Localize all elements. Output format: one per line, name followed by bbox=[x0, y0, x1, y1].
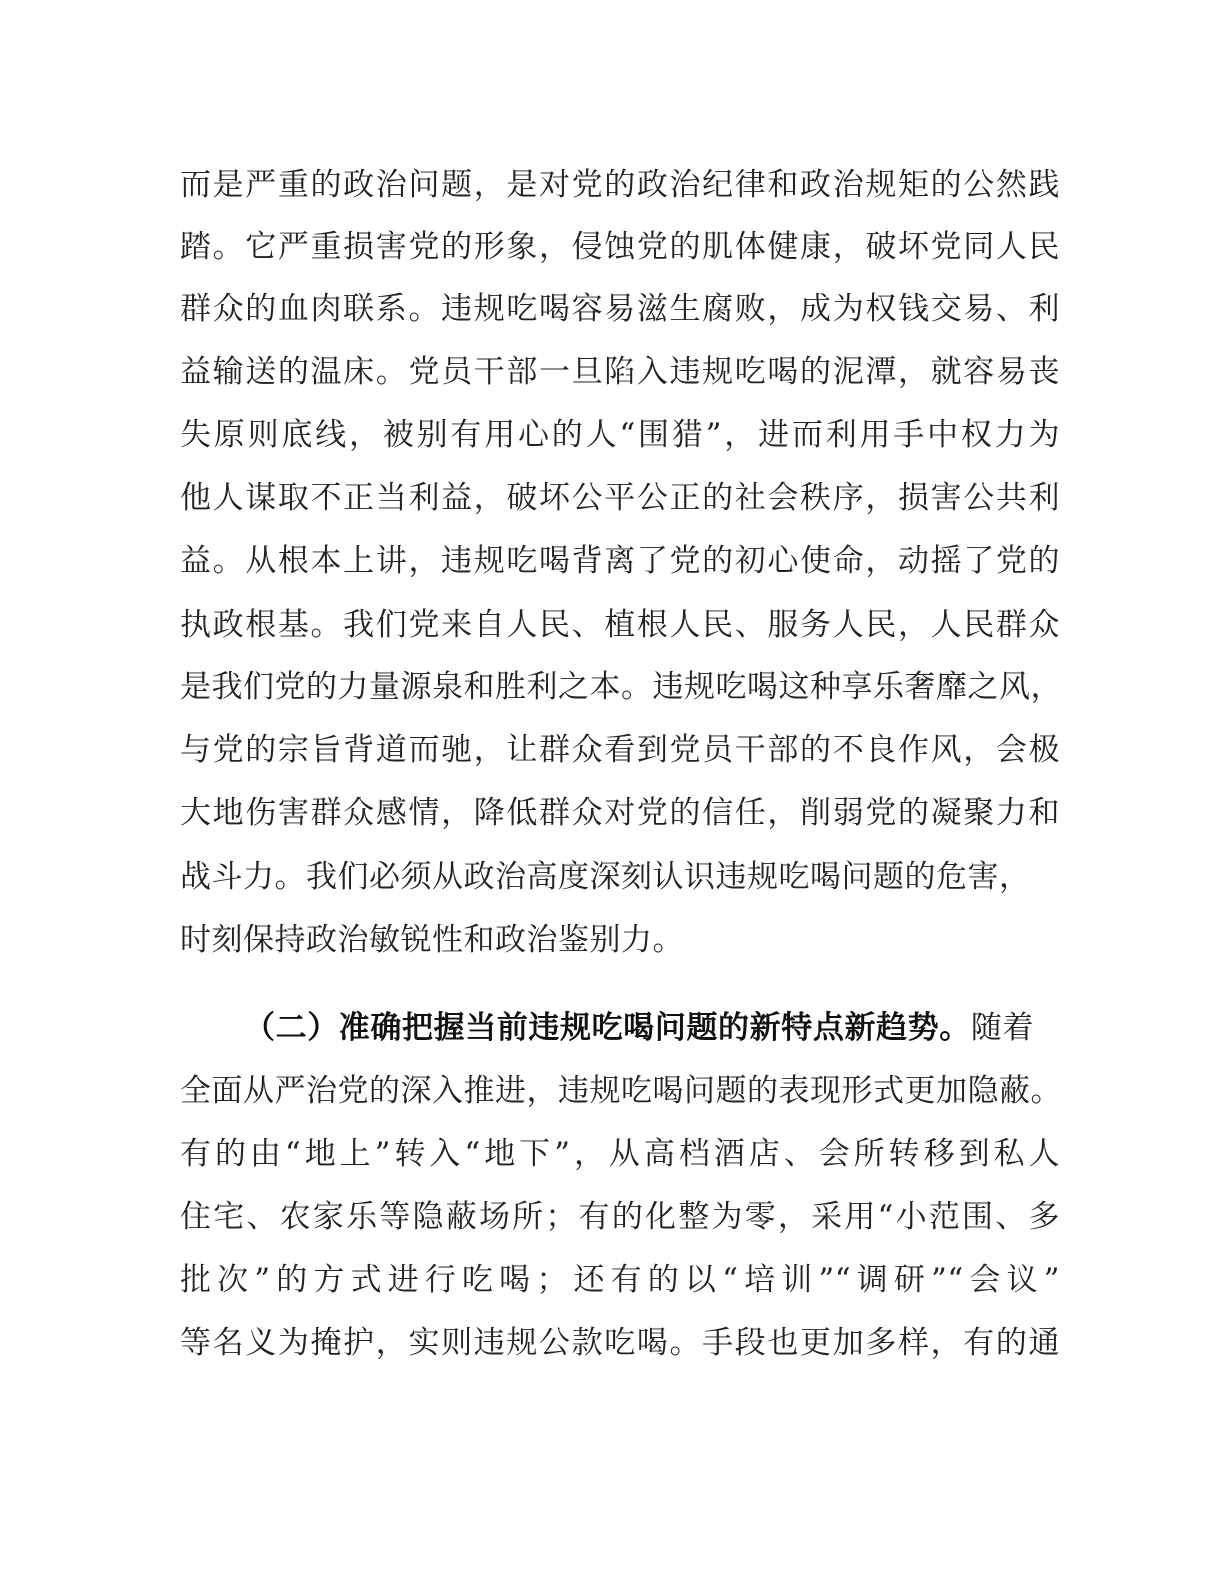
paragraph2-line-3: 有的由“地上”转入“地下”，从高档酒店、会所转移到私人 bbox=[180, 1136, 1060, 1172]
paragraph2-line-4: 住宅、农家乐等隐蔽场所；有的化整为零，采用“小范围、多 bbox=[180, 1199, 1060, 1235]
paragraph1-line-7: 益。从根本上讲，违规吃喝背离了党的初心使命，动摇了党的 bbox=[180, 543, 1060, 579]
paragraph2-line-6: 等名义为掩护，实则违规公款吃喝。手段也更加多样，有的通 bbox=[180, 1325, 1060, 1361]
paragraph1-line-9: 是我们党的力量源泉和胜利之本。违规吃喝这种享乐奢靡之风， bbox=[180, 669, 1062, 705]
paragraph1-line-6: 他人谋取不正当利益，破坏公平公正的社会秩序，损害公共利 bbox=[180, 480, 1060, 516]
paragraph2-first-line-rest: 随着 bbox=[970, 1010, 1035, 1046]
paragraph1-line-3: 群众的血肉联系。违规吃喝容易滋生腐败，成为权钱交易、利 bbox=[180, 291, 1060, 327]
paragraph1-line-2: 踏。它严重损害党的形象，侵蚀党的肌体健康，破坏党同人民 bbox=[180, 229, 1060, 265]
paragraph1-line-11: 大地伤害群众感情，降低群众对党的信任，削弱党的凝聚力和 bbox=[180, 795, 1060, 831]
section-heading: （二）准确把握当前违规吃喝问题的新特点新趋势。 bbox=[244, 1010, 971, 1046]
paragraph1-line-1: 而是严重的政治问题，是对党的政治纪律和政治规矩的公然践 bbox=[180, 167, 1060, 203]
paragraph1-line-13: 时刻保持政治敏锐性和政治鉴别力。 bbox=[180, 922, 684, 958]
paragraph1-line-4: 益输送的温床。党员干部一旦陷入违规吃喝的泥潭，就容易丧 bbox=[180, 354, 1060, 390]
paragraph1-line-5: 失原则底线，被别有用心的人“围猎”，进而利用手中权力为 bbox=[180, 417, 1060, 453]
paragraph2-first-line bbox=[244, 1003, 1034, 1053]
paragraph1-line-12: 战斗力。我们必须从政治高度深刻认识违规吃喝问题的危害， bbox=[180, 859, 1031, 895]
paragraph1-line-10: 与党的宗旨背道而驰，让群众看到党员干部的不良作风，会极 bbox=[180, 732, 1060, 768]
paragraph2-line-5: 批次”的方式进行吃喝；还有的以“培训”“调研”“会议” bbox=[180, 1262, 1060, 1298]
paragraph2-line-2: 全面从严治党的深入推进，违规吃喝问题的表现形式更加隐蔽。 bbox=[180, 1073, 1062, 1109]
paragraph1-line-8: 执政根基。我们党来自人民、植根人民、服务人民，人民群众 bbox=[180, 607, 1060, 643]
